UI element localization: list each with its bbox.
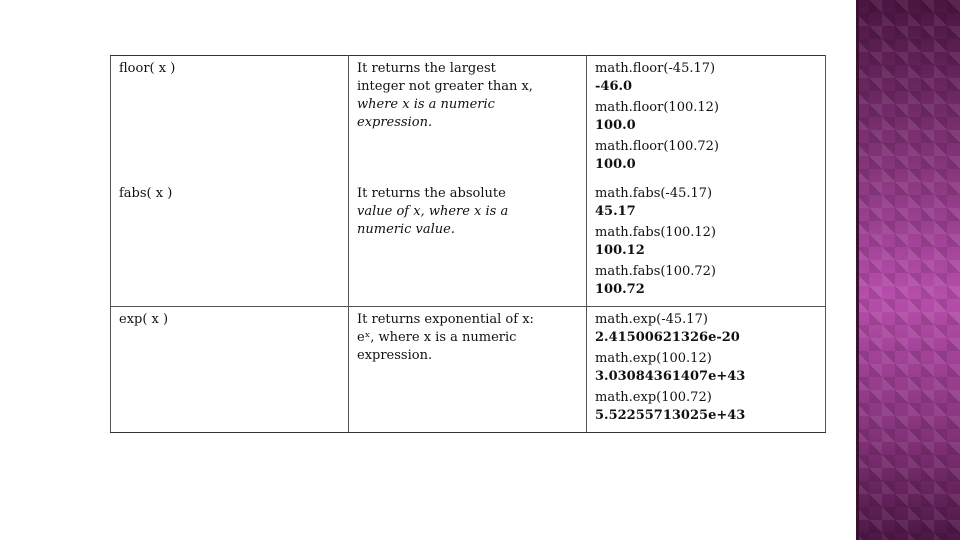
example-code: math.exp(-45.17) [595,312,708,327]
function-name: exp( x ) [119,312,169,327]
description-line: expression. [357,348,433,363]
example-code: math.exp(100.72) [595,390,712,405]
decorative-side-band [856,0,960,540]
description-line: integer not greater than x, [357,79,533,94]
description-cell [349,56,587,182]
table-row-fabs [111,181,826,307]
example-code: math.fabs(100.12) [595,225,716,240]
example-result: 2.41500621326e-20 [595,330,740,345]
function-name: fabs( x ) [119,186,173,201]
example-code: math.floor(100.72) [595,139,719,154]
description-line: expression. [357,115,433,130]
example-result: 45.17 [595,204,636,219]
example-result: 100.72 [595,282,645,297]
example-result: -46.0 [595,79,633,94]
example-result: 100.0 [595,118,636,133]
math-functions-table [110,55,826,433]
example-result: 100.12 [595,243,645,258]
example-code: math.floor(-45.17) [595,61,716,76]
description-line: value of x, where x is a [357,204,509,219]
description-line: It returns the largest [357,61,496,76]
description-line: It returns exponential of x: [357,312,534,327]
example-result: 3.03084361407e+43 [595,369,746,384]
function-name-cell [111,56,349,182]
examples-cell [587,56,826,182]
example-code: math.fabs(-45.17) [595,186,713,201]
description-cell [349,181,587,307]
table-row-exp [111,307,826,433]
examples-cell [587,307,826,433]
description-cell [349,307,587,433]
description-line: numeric value. [357,222,456,237]
description-line: eˣ, where x is a numeric [357,330,517,345]
description-line: It returns the absolute [357,186,506,201]
function-name-cell [111,181,349,307]
example-code: math.fabs(100.72) [595,264,716,279]
example-code: math.floor(100.12) [595,100,719,115]
example-result: 100.0 [595,157,636,172]
function-name: floor( x ) [119,61,176,76]
description-line: where x is a numeric [357,97,495,112]
examples-cell [587,181,826,307]
table-row-floor [111,56,826,182]
example-result: 5.52255713025e+43 [595,408,746,423]
function-name-cell [111,307,349,433]
example-code: math.exp(100.12) [595,351,712,366]
